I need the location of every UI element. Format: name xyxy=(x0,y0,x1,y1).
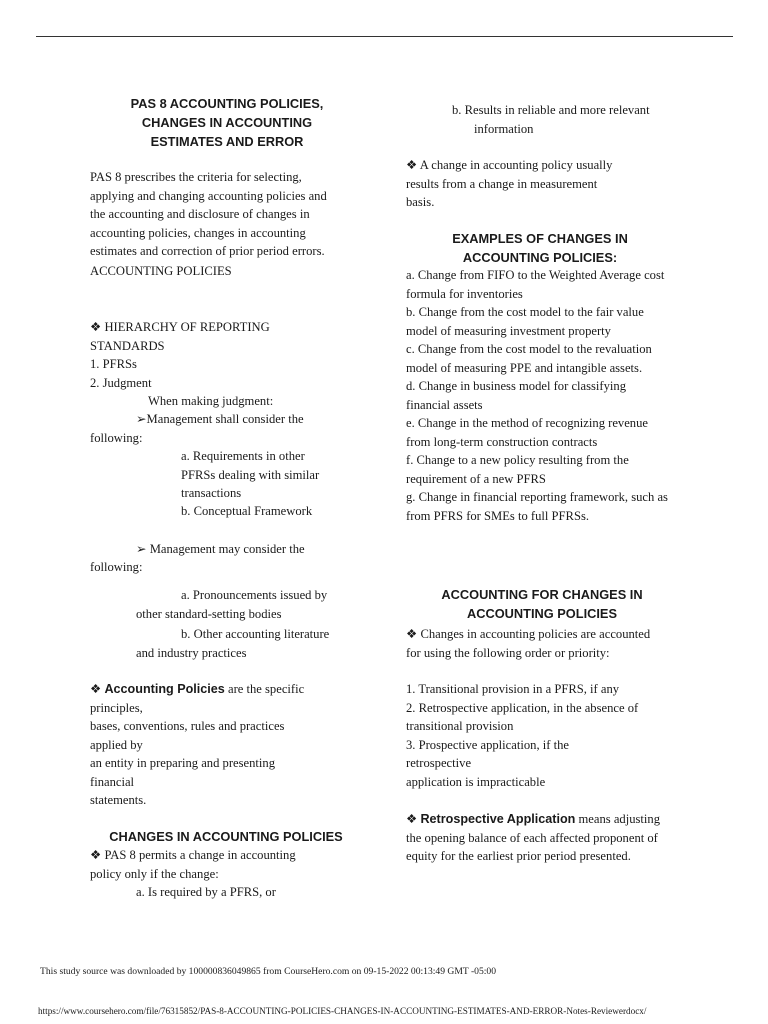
download-notice: This study source was downloaded by 100000836049865 from CourseHero.com on 09-15-2022 00:13:49 GMT -05:00 xyxy=(40,966,497,977)
hierarchy-item-1: 1. PFRSs xyxy=(90,357,137,371)
pronouncements-line-2: other standard-setting bodies xyxy=(136,607,282,621)
accounting-policies-rest: are the specific xyxy=(224,682,305,696)
permit-b-line-1: b. Results in reliable and more relevant xyxy=(452,103,650,117)
order-items: 1. Transitional provision in a PFRS, if any 2. Retrospective application, in the absence of transitional provision 3. Prospective application, if the retrospective application is impracticable xyxy=(406,682,639,789)
accounting-for-changes-heading: ACCOUNTING FOR CHANGES IN ACCOUNTING POLICIES xyxy=(441,587,643,621)
accounting-policies-lines: principles, bases, conventions, rules and practices applied by an entity in preparing and presenting financial statements. xyxy=(90,700,285,807)
examples-list xyxy=(406,266,668,525)
may-consider xyxy=(136,540,305,559)
example-f: f. Change to a new policy resulting from the requirement of a new PFRS xyxy=(406,453,629,486)
retrospective-term: Retrospective Application xyxy=(420,812,576,826)
examples-heading: EXAMPLES OF CHANGES IN ACCOUNTING POLICIES: xyxy=(452,231,628,265)
shall-consider: ➢Management shall consider the xyxy=(136,412,304,426)
basis-paragraph: ❖ A change in accounting policy usually results from a change in measurement basis. xyxy=(406,158,613,209)
permit-b-line-2: information xyxy=(474,122,534,136)
permits-paragraph: ❖ PAS 8 permits a change in accounting policy only if the change: xyxy=(90,848,296,881)
accounting-policies-term: Accounting Policies xyxy=(104,682,225,696)
example-e: e. Change in the method of recognizing revenue from long-term construction contracts xyxy=(406,416,648,449)
retrospective-rest: means adjusting the opening balance of each affected proponent of equity for the earliest prior period presented. xyxy=(406,812,660,863)
retrospective-definition xyxy=(406,810,668,866)
changes-heading: CHANGES IN ACCOUNTING POLICIES xyxy=(109,829,343,844)
intro-paragraph: PAS 8 prescribes the criteria for selecting, applying and changing accounting policies and the accounting and disclosure of changes in accounting policies, changes in accounting estimates and correction of prior period errors. xyxy=(90,170,327,258)
example-d: d. Change in business model for classifying financial assets xyxy=(406,379,627,412)
judgment-note: When making judgment: xyxy=(148,394,274,408)
example-a: a. Change from FIFO to the Weighted Average cost formula for inventories xyxy=(406,268,665,301)
example-b: b. Change from the cost model to the fair value model of measuring investment property xyxy=(406,305,644,338)
order-paragraph: ❖ Changes in accounting policies are accounted for using the following order or priority: xyxy=(406,627,651,660)
bullet: ❖ xyxy=(90,682,105,696)
source-url[interactable]: https://www.coursehero.com/file/76315852/PAS-8-ACCOUNTING-POLICIES-CHANGES-IN-ACCOUNTING-ESTIMATES-AND-ERROR-Notes-Reviewerdocx/ xyxy=(38,1006,647,1016)
requirement-a: a. Requirements in other PFRSs dealing with similar transactions xyxy=(181,449,320,500)
bullet: ❖ xyxy=(406,812,421,826)
following-label-2: following: xyxy=(90,560,143,574)
accounting-policies-subhead: ACCOUNTING POLICIES xyxy=(90,264,232,278)
accounting-policies-definition xyxy=(90,680,340,810)
requirement-b: b. Conceptual Framework xyxy=(181,504,313,518)
may-consider-text: ➢ Management may consider the xyxy=(136,542,305,556)
literature-line-1: b. Other accounting literature xyxy=(181,627,330,641)
hierarchy-item-2: 2. Judgment xyxy=(90,376,152,390)
following-label: following: xyxy=(90,431,143,445)
hierarchy-heading: ❖ HIERARCHY OF REPORTING STANDARDS xyxy=(90,320,270,353)
example-c: c. Change from the cost model to the revaluation model of measuring PPE and intangible assets. xyxy=(406,342,652,375)
example-g: g. Change in financial reporting framework, such as from PFRS for SMEs to full PFRSs. xyxy=(406,490,668,523)
literature-line-2: and industry practices xyxy=(136,646,247,660)
pronouncements-line-1: a. Pronouncements issued by xyxy=(181,588,328,602)
top-rule xyxy=(36,36,733,37)
permit-a: a. Is required by a PFRS, or xyxy=(136,885,276,899)
document-title: PAS 8 ACCOUNTING POLICIES, CHANGES IN ACCOUNTING ESTIMATES AND ERROR xyxy=(130,96,324,149)
